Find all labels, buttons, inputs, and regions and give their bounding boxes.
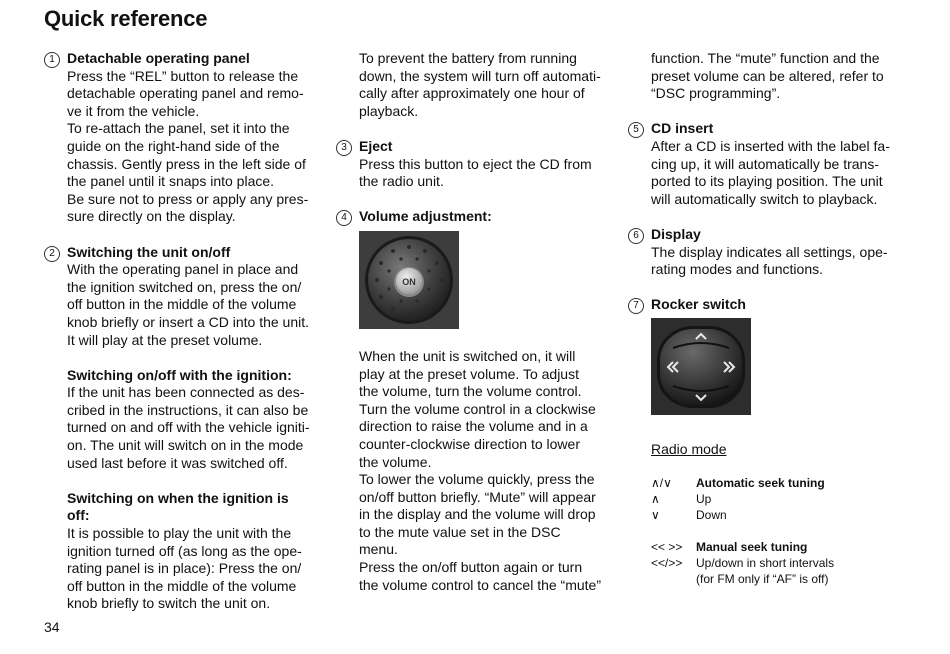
section-number-1: 1	[44, 52, 60, 68]
section-heading: CD insert	[651, 120, 714, 137]
text-line: After a CD is inserted with the label fa-	[651, 137, 890, 154]
section-volume	[336, 208, 621, 594]
text-line: The display indicates all settings, ope-	[651, 243, 888, 260]
table-key: <</>>	[651, 555, 683, 570]
column-3	[628, 50, 918, 587]
table-key: << >>	[651, 539, 683, 554]
rocker-switch-image	[651, 318, 751, 415]
table-key: ∧/∨	[651, 475, 672, 490]
table-value: Up/down in short intervals	[696, 555, 835, 570]
table-value: Automatic seek tuning	[696, 475, 825, 490]
text-line: cing up, it will automatically be trans-	[651, 155, 879, 172]
table-value: (for FM only if “AF” is off)	[696, 571, 829, 586]
section-heading: Rocker switch	[651, 296, 746, 313]
text-line: detachable operating panel and remo-	[67, 85, 304, 102]
text-line: the ignition switched on, press the on/	[67, 278, 302, 295]
text-line: the panel until it snaps into place.	[67, 173, 275, 190]
text-line: the volume control to cancel the “mute”	[359, 576, 602, 593]
text-line: off button in the middle of the volume	[67, 296, 297, 313]
section-heading: Volume adjustment:	[359, 208, 492, 225]
text-line: Press the “REL” button to release the	[67, 67, 299, 84]
text-line: counter-clockwise direction to lower	[359, 435, 580, 452]
text-line: menu.	[359, 541, 398, 558]
text-line: Press the on/off button again or turn	[359, 559, 583, 576]
text-line: ve it from the vehicle.	[67, 102, 200, 119]
text-line: To lower the volume quickly, press the	[359, 471, 595, 488]
text-line: the volume, turn the volume control.	[359, 383, 582, 400]
text-line: If the unit has been connected as des-	[67, 384, 305, 401]
text-line: function. The “mute” function and the	[651, 50, 880, 66]
section-detachable-panel	[44, 50, 334, 226]
continued-text	[628, 50, 918, 103]
text-line: turned on and off with the vehicle igniti-	[67, 419, 310, 436]
section-heading: Eject	[359, 137, 393, 154]
text-line: With the operating panel in place and	[67, 261, 299, 278]
text-line: cribed in the instructions, it can also be	[67, 401, 309, 418]
section-cd-insert	[628, 120, 918, 208]
table-row	[651, 571, 918, 587]
key-function-table	[651, 475, 918, 587]
text-line: will automatically switch to playback.	[651, 190, 878, 207]
text-line: preset volume can be altered, refer to	[651, 67, 884, 84]
page-number: 34	[44, 619, 60, 635]
section-display	[628, 226, 918, 279]
text-line: rating panel is in place): Press the on/	[67, 560, 302, 577]
text-line: ignition turned off (as long as the ope-	[67, 542, 302, 559]
text-line: on. The unit will switch on in the mode	[67, 437, 304, 454]
table-row	[651, 555, 918, 571]
table-key: ∧	[651, 491, 660, 506]
text-line: Turn the volume control in a clockwise	[359, 400, 596, 417]
text-line: To prevent the battery from running	[359, 50, 577, 66]
text-line: the volume.	[359, 453, 432, 470]
section-eject	[336, 138, 621, 191]
table-row	[651, 491, 918, 507]
text-line: used last before it was switched off.	[67, 454, 288, 471]
section-number-6: 6	[628, 228, 644, 244]
text-line: play at the preset volume. To adjust	[359, 365, 579, 382]
section-heading: Switching the unit on/off	[67, 243, 231, 260]
section-heading: Display	[651, 225, 701, 242]
section-number-5: 5	[628, 122, 644, 138]
section-number-2: 2	[44, 246, 60, 262]
page-title: Quick reference	[44, 6, 208, 31]
section-number-7: 7	[628, 298, 644, 314]
section-number-3: 3	[336, 140, 352, 156]
table-row	[651, 507, 918, 523]
text-line: It will play at the preset volume.	[67, 331, 263, 348]
continued-text	[336, 50, 621, 120]
text-line: to the mute value set in the DSC	[359, 523, 561, 540]
text-line: When the unit is switched on, it will	[359, 347, 576, 364]
section-heading: Detachable operating panel	[67, 50, 250, 66]
text-line: chassis. Gently press in the left side of	[67, 155, 306, 172]
section-rocker-switch	[628, 296, 918, 586]
volume-knob-image	[359, 231, 459, 329]
text-line: direction to raise the volume and in a	[359, 418, 588, 435]
radio-mode-heading: Radio mode	[651, 440, 727, 457]
text-line: ported to its playing position. The unit	[651, 173, 883, 190]
text-line: knob briefly to switch the unit on.	[67, 595, 271, 612]
column-1	[44, 50, 334, 613]
section-number-4: 4	[336, 210, 352, 226]
table-value: Manual seek tuning	[696, 539, 808, 554]
table-row	[651, 539, 918, 555]
text-line: playback.	[359, 102, 419, 119]
text-line: It is possible to play the unit with the	[67, 525, 292, 542]
text-line: Press this button to eject the CD from	[359, 155, 592, 172]
text-line: guide on the right-hand side of the	[67, 137, 280, 154]
text-line: on/off button briefly. “Mute” will appear	[359, 488, 596, 505]
subsection-heading: Switching on/off with the ignition:	[67, 366, 292, 383]
text-line: down, the system will turn off automati-	[359, 67, 601, 84]
on-button-label: ON	[402, 276, 416, 287]
text-line: Be sure not to press or apply any pres-	[67, 190, 309, 207]
text-line: in the display and the volume will drop	[359, 506, 596, 523]
subsection-heading: off:	[67, 507, 90, 524]
rocker-switch-icon	[651, 318, 751, 415]
subsection-heading: Switching on when the ignition is	[67, 489, 289, 506]
section-switching-on-off	[44, 244, 334, 613]
table-key: ∨	[651, 507, 660, 522]
text-line: the radio unit.	[359, 173, 444, 190]
column-2	[336, 50, 621, 594]
text-line: cally after approximately one hour of	[359, 85, 585, 102]
table-value: Up	[696, 491, 712, 506]
text-line: rating modes and functions.	[651, 261, 823, 278]
table-row	[651, 475, 918, 491]
text-line: knob briefly or insert a CD into the unit.	[67, 313, 310, 330]
text-line: off button in the middle of the volume	[67, 577, 297, 594]
text-line: To re-attach the panel, set it into the	[67, 120, 290, 137]
text-line: “DSC programming”.	[651, 85, 781, 102]
text-line: sure directly on the display.	[67, 208, 236, 225]
table-value: Down	[696, 507, 727, 522]
